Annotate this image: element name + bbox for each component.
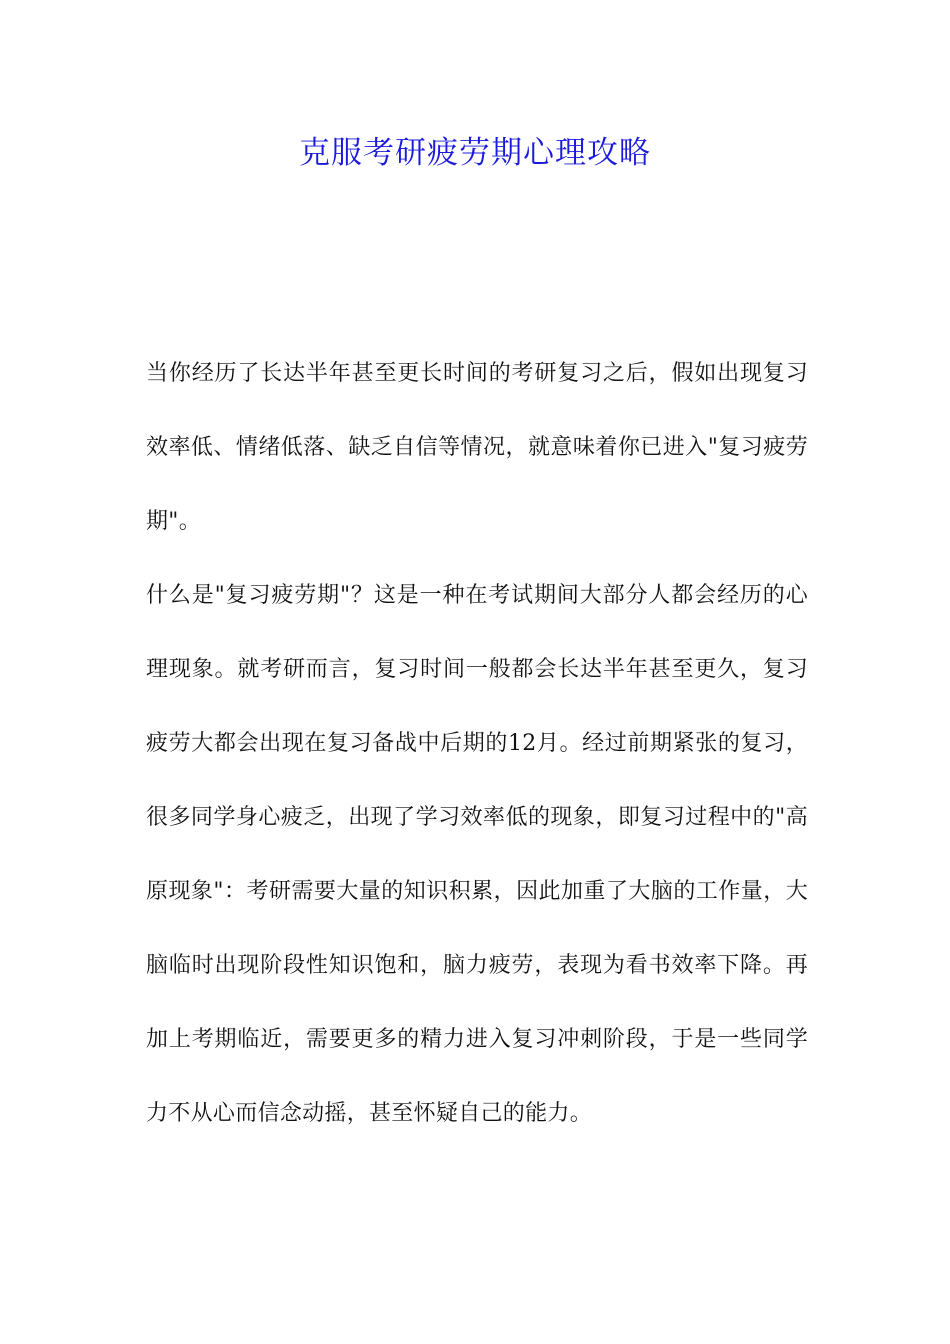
paragraph-intro: 当你经历了长达半年甚至更长时间的考研复习之后，假如出现复习效率低、情绪低落、缺乏自信等情况，就意味着你已进入"复习疲劳期"。 — [146, 361, 808, 534]
document-title: 克服考研疲劳期心理攻略 — [299, 135, 651, 171]
document-body — [146, 337, 808, 1151]
paragraph-definition: 什么是"复习疲劳期"？这是一种在考试期间大部分人都会经历的心理现象。就考研而言，复习时间一般都会长达半年甚至更久，复习疲劳大都会出现在复习备战中后期的12月。经过前期紧张的复习，很多同学身心疲乏，出现了学习效率低的现象，即复习过程中的"高原现象"：考研需要大量的知识积累，因此加重了大脑的工作量，大脑临时出现阶段性知识饱和，脑力疲劳，表现为看书效率下降。再加上考期临近，需要更多的精力进入复习冲刺阶段，于是一些同学力不从心而信念动摇，甚至怀疑自己的能力。 — [146, 583, 808, 1126]
